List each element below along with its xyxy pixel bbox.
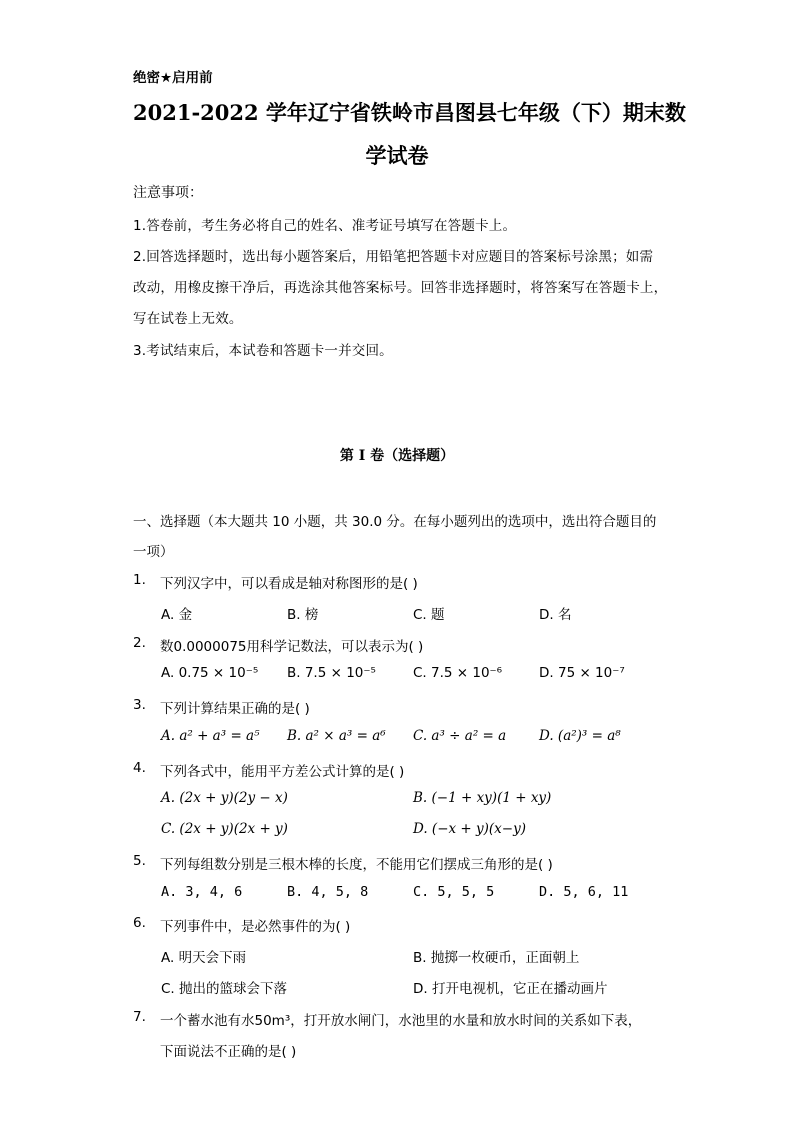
question-text: 下列各式中，能用平方差公式计算的是( )	[160, 764, 405, 780]
option-b: B. 7.5 × 10⁻⁵	[287, 665, 376, 681]
exam-title-line1: 2021-2022 学年辽宁省铁岭市昌图县七年级（下）期末数	[133, 100, 686, 125]
question-text: 下列计算结果正确的是( )	[160, 701, 310, 717]
question-text: 下列每组数分别是三根木棒的长度，不能用它们摆成三角形的是( )	[160, 857, 553, 873]
option-d: D. 5, 6, 11	[539, 884, 629, 900]
option-a: A. 金	[161, 607, 193, 623]
question-number: 3.	[133, 697, 146, 713]
option-b: B. 4, 5, 8	[287, 884, 369, 900]
part-heading-line2: 一项）	[133, 544, 174, 560]
option-d: D. 75 × 10⁻⁷	[539, 665, 625, 681]
notice-item-2: 2.回答选择题时，选出每小题答案后，用铅笔把答题卡对应题目的答案标号涂黑；如需	[133, 249, 654, 265]
question-text: 一个蓄水池有水50m³，打开放水闸门，水池里的水量和放水时间的关系如下表，	[160, 1013, 642, 1029]
notice-item-3: 3.考试结束后，本试卷和答题卡一并交回。	[133, 343, 393, 359]
section-title: 第 I 卷（选择题）	[339, 448, 455, 464]
question-number: 6.	[133, 915, 146, 931]
question-number: 2.	[133, 635, 146, 651]
option-a: A. a² + a³ = a⁵	[161, 728, 260, 744]
option-d: D. (a²)³ = a⁸	[539, 728, 621, 744]
option-b: B. 抛掷一枚硬币，正面朝上	[413, 950, 580, 966]
confidential-label: 绝密★启用前	[133, 70, 213, 86]
question-number: 5.	[133, 853, 146, 869]
question-text: 下列事件中，是必然事件的为( )	[160, 919, 351, 935]
option-a: A. 0.75 × 10⁻⁵	[161, 665, 259, 681]
option-b: B. a² × a³ = a⁶	[287, 728, 386, 744]
option-c: C. 7.5 × 10⁻⁶	[413, 665, 503, 681]
notice-item-2-end: 写在试卷上无效。	[133, 311, 243, 327]
option-a: A. (2x + y)(2y − x)	[161, 790, 288, 806]
question-number: 7.	[133, 1009, 146, 1025]
exam-title-line2: 学试卷	[365, 143, 429, 168]
question-text: 下列汉字中，可以看成是轴对称图形的是( )	[160, 576, 418, 592]
option-a: A. 3, 4, 6	[161, 884, 243, 900]
question-text-cont: 下面说法不正确的是( )	[160, 1044, 297, 1060]
option-b: B. (−1 + xy)(1 + xy)	[413, 790, 552, 806]
option-c: C. 题	[413, 607, 445, 623]
option-c: C. (2x + y)(2x + y)	[161, 821, 288, 837]
option-d: D. 打开电视机，它正在播动画片	[413, 981, 608, 997]
notice-item-2-cont: 改动，用橡皮擦干净后，再选涂其他答案标号。回答非选择题时，将答案写在答题卡上，	[133, 280, 668, 296]
option-d: D. 名	[539, 607, 572, 623]
option-b: B. 榜	[287, 607, 319, 623]
part-heading-line1: 一、选择题（本大题共 10 小题，共 30.0 分。在每小题列出的选项中，选出符合题目的	[133, 514, 657, 530]
question-text: 数0.0000075用科学记数法，可以表示为( )	[160, 639, 424, 655]
question-number: 4.	[133, 760, 146, 776]
option-c: C. 5, 5, 5	[413, 884, 495, 900]
option-c: C. a³ ÷ a² = a	[413, 728, 507, 744]
notice-heading: 注意事项：	[133, 185, 203, 201]
option-d: D. (−x + y)(x−y)	[413, 821, 526, 837]
notice-item-1: 1.答卷前，考生务必将自己的姓名、准考证号填写在答题卡上。	[133, 218, 517, 234]
option-c: C. 抛出的篮球会下落	[161, 981, 288, 997]
option-a: A. 明天会下雨	[161, 950, 247, 966]
question-number: 1.	[133, 572, 146, 588]
